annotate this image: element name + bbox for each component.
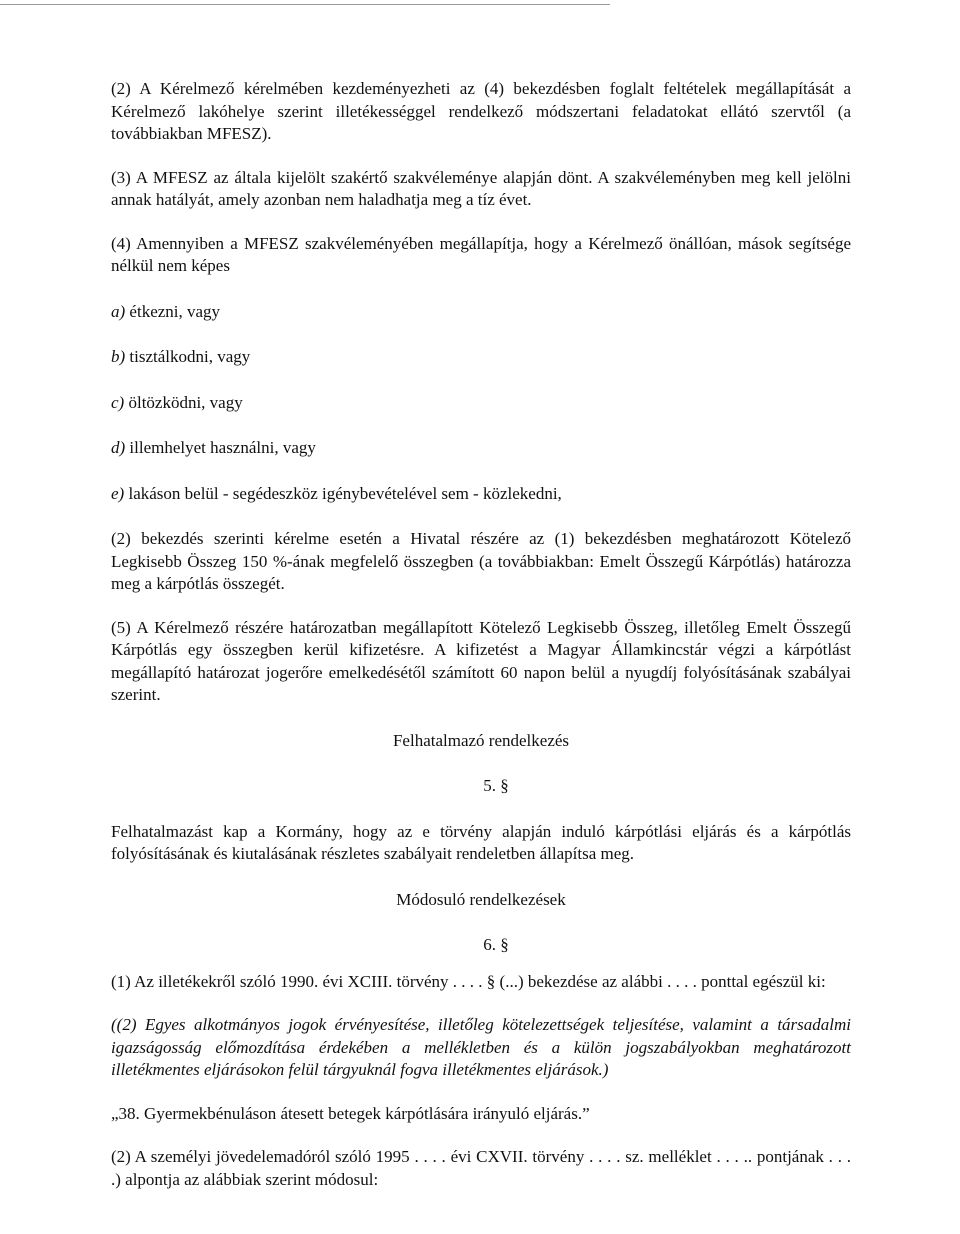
section-number-5: 5. § [483, 776, 509, 795]
section-number-6: 6. § [483, 935, 509, 954]
list-item-b [111, 346, 851, 369]
list-item-e [111, 483, 851, 506]
document-page [111, 78, 851, 1191]
list-letter: c) [111, 392, 125, 412]
top-rule [0, 4, 610, 5]
list-letter: b) [111, 347, 126, 366]
paragraph-5: (5) A Kérelmező részére határozatban megállapított Kötelező Legkisebb Összeg, illetőleg Emelt Összegű Kárpótlás egy összegben kerül kifizetésre. A kifizetést a Magyar Államkincstár végzi a kárpótlást megállapító határozat jogerőre emelkedésétől számított 60 napon belül a nyugdíj folyósításának szabályai szerint. [111, 617, 851, 704]
list-item-d [111, 437, 851, 460]
list-text: tisztálkodni, vagy [125, 347, 251, 366]
paragraph-6-2: (2) A személyi jövedelemadóról szóló 1995 . . . . évi CXVII. törvény . . . . sz. melléklet . . . .. pontjának . . . .) alpontja az alábbiak szerint módosul: [111, 1147, 851, 1189]
paragraph-4-continuation: (2) bekezdés szerinti kérelme esetén a Hivatal részére az (1) bekezdésben meghatározott Kötelező Legkisebb Összeg 150 %-ának megfelelő összegben (a továbbiakban: Emelt Összegű Kárpótlás) határozza meg a kárpótlás összegét. [111, 529, 851, 593]
list-item-c [111, 392, 851, 415]
paragraph-6-38: „38. Gyermekbénuláson átesett betegek kárpótlására irányuló eljárás.” [111, 1103, 590, 1123]
list-letter: a) [111, 301, 126, 321]
quoted-amendment: ((2) Egyes alkotmányos jogok érvényesítése, illetőleg kötelezettségek teljesítése, valamint a társadalmi igazságosság előmozdítása érdekében a mellékletben és a külön jogszabályokban meghatározott illetékmentes eljárásokon felül tárgyuknál fogva illetékmentes eljárások.) [111, 1015, 851, 1079]
list-item-a [111, 301, 851, 324]
paragraph-felhatalmazas: Felhatalmazást kap a Kormány, hogy az e törvény alapján induló kárpótlási eljárás és a kárpótlás folyósításának és kiutalásának részletes szabályait rendeletben állapítsa meg. [111, 821, 851, 863]
paragraph-6-1: (1) Az illetékekről szóló 1990. évi XCIII. törvény . . . . § (...) bekezdése az alábbi . . . . ponttal egészül ki: [111, 971, 826, 991]
paragraph-2: (2) A Kérelmező kérelmében kezdeményezheti az (4) bekezdésben foglalt feltételek megállapítását a Kérelmező lakóhelye szerint illetékességgel rendelkező módszertani feladatokat ellátó szervtől (a továbbiakban MFESZ). [111, 79, 851, 143]
paragraph-4: (4) Amennyiben a MFESZ szakvéleményében megállapítja, hogy a Kérelmező önállóan, mások segítsége nélkül nem képes [111, 233, 851, 275]
section-heading-modosulo: Módosuló rendelkezések [396, 889, 566, 909]
list-text: lakáson belül - segédeszköz igénybevételével sem - közlekedni, [124, 483, 562, 503]
list-text: illemhelyet használni, vagy [125, 438, 316, 457]
list-text: öltözködni, vagy [124, 392, 243, 412]
section-heading-felhatalmazo: Felhatalmazó rendelkezés [392, 730, 570, 750]
list-letter: d) [111, 438, 126, 457]
list-text: étkezni, vagy [125, 301, 221, 321]
list-letter: e) [111, 483, 125, 503]
paragraph-3: (3) A MFESZ az általa kijelölt szakértő szakvéleménye alapján dönt. A szakvéleményben meg kell jelölni annak hatályát, amely azonban nem haladhatja meg a tíz évet. [111, 167, 851, 209]
